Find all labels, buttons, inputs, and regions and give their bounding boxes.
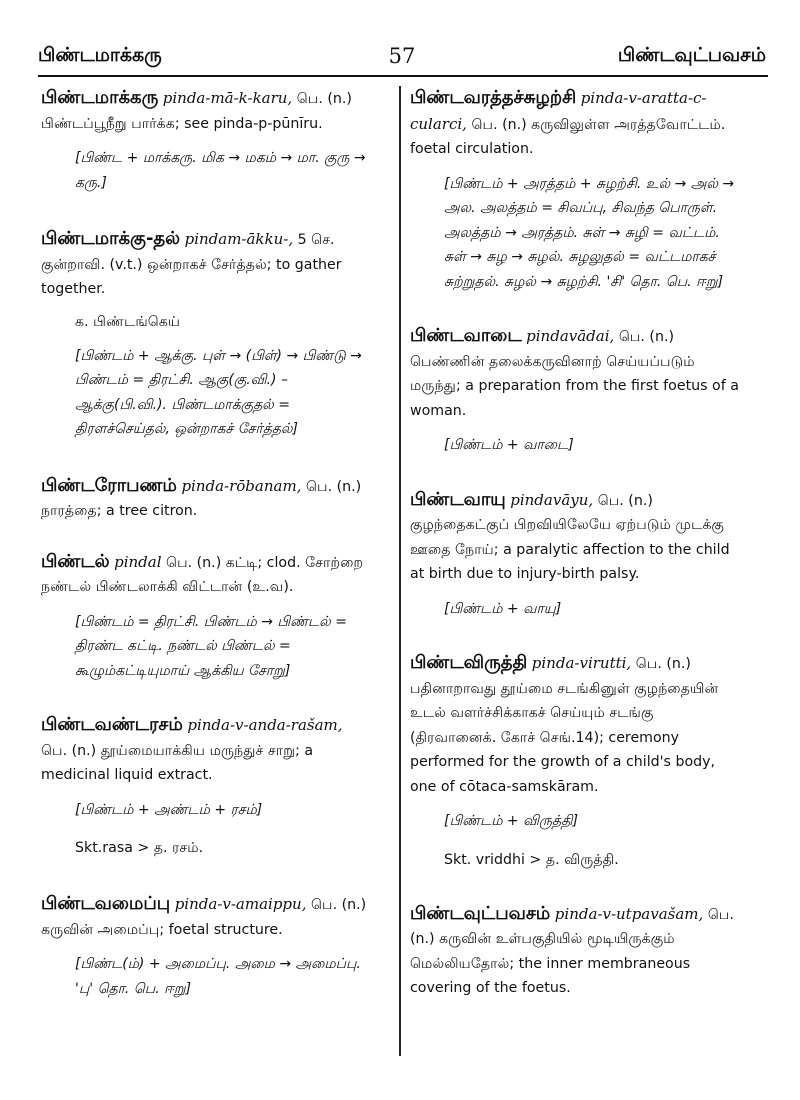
header-guide-word-right: பிண்டவுட்பவசம் (617, 44, 766, 66)
transliteration: pindam-ākku-, (184, 230, 294, 248)
etymology: [பிண்டம் + வாயு] (444, 600, 562, 617)
entry (41, 227, 371, 442)
entry (410, 86, 740, 294)
transliteration: pindal (114, 552, 162, 571)
transliteration: pinda-mā-k-karu, (162, 89, 293, 107)
definition-text: பெ. (n.) கருவின் அமைப்பு; foetal structure. (41, 897, 367, 938)
transliteration: pinda-v-anda-rašam, (187, 716, 343, 734)
entry-definition (410, 86, 740, 162)
headword: பிண்டவமைப்பு (41, 893, 171, 914)
etymology: [பிண்டம் = திரட்சி. பிண்டம் → பிண்டல் = திரண்ட கட்டி. நண்டல் பிண்டல் = கூழும்கட்டியுமாய் ஆக்கிய சோறு] (75, 613, 347, 679)
headword: பிண்டவரத்தச்சுழற்சி (410, 87, 577, 108)
headword: பிண்டவுட்பவசம் (410, 902, 551, 924)
etymology: [பிண்டம் + விருத்தி] (444, 813, 579, 829)
entry-definition (410, 488, 740, 587)
etymology: [பிண்ட(ம்) + அமைப்பு. அமை → அமைப்பு. 'பு' தொ. பெ. ஈறு] (75, 956, 361, 997)
entry-definition (41, 713, 371, 788)
entry (41, 86, 371, 195)
definition-text: பெ. (n.) பதினாறாவது தூய்மை சடங்கினுள் குழந்தையின் உடல் வளர்ச்சிக்காகச் செய்யும் சடங்கு (திரவானைக். கோச் செங்.14); ceremony performed for the growth of a child's body, one of cōtaca-samskāram. (410, 656, 719, 795)
header-rule (38, 75, 768, 77)
etymology: [பிண்ட + மாக்கரு. மிக → மகம் → மா. குரு → கரு.] (75, 150, 366, 191)
transliteration: pinda-virutti, (531, 654, 632, 672)
transliteration: pinda-rōbanam, (181, 476, 302, 495)
column-divider (399, 86, 401, 1056)
headword: பிண்டவாயு (410, 488, 506, 510)
headword: பிண்டமாக்கரு (41, 87, 159, 108)
etymology: [பிண்டம் + அரத்தம் + சுழற்சி. உல் → அல் → அல. அலத்தம் = சிவப்பு, சிவந்த பொருள். அலத்தம் → அரத்தம். சுள் → சுழி = வட்டம். சுள் → சுழ → சுழல். சுழலுதல் = வட்டமாகச் சுற்றுதல். சுழல் → சுழற்சி. 'சி' தொ. பெ. ஈறு] (444, 175, 735, 290)
transliteration: pinda-v-amaippu, (174, 895, 307, 913)
definition-text: பெ. (n.) கருவின் உள்பகுதியில் மூடியிருக்கும் மெல்லியதோல்; the inner membraneous covering of the foetus. (410, 906, 734, 996)
entry (410, 651, 740, 872)
headword: பிண்டவிருத்தி (410, 652, 528, 673)
entry (41, 713, 371, 860)
entry-definition (410, 902, 740, 1001)
cognate-note: க. பிண்டங்கெய் (75, 313, 181, 330)
etymology: [பிண்டம் + வாடை] (444, 437, 574, 453)
entry-definition (410, 324, 740, 423)
definition-text: பெ. (n.) குழந்தைகட்குப் பிறவியிலேயே ஏற்படும் முடக்கு ஊதை நோய்; a paralytic affection to the child at birth due to injury-birth palsy. (410, 492, 730, 582)
entry-definition (41, 550, 371, 600)
entry-definition (41, 892, 371, 942)
definition-text: 5 செ. குன்றாவி. (v.t.) ஒன்றாகச் சேர்த்தல்; to gather together. (41, 232, 342, 297)
header-guide-word-left: பிண்டமாக்கரு (38, 44, 162, 66)
headword: பிண்டல் (41, 550, 110, 572)
etymology: [பிண்டம் + அண்டம் + ரசம்] (75, 801, 263, 818)
headword: பிண்டவாடை (410, 325, 522, 346)
transliteration: pinda-v-aratta-c-cularci, (410, 89, 707, 133)
definition-text: பெ. (n.) கருவிலுள்ள அரத்தவோட்டம். foetal circulation. (410, 116, 726, 157)
entry-definition (41, 227, 371, 302)
entry (41, 892, 371, 1001)
entry-definition (41, 86, 371, 136)
entry (410, 488, 740, 622)
etymology: [பிண்டம் + ஆக்கு. புள் → (பிள்) → பிண்டு → பிண்டம் = திரட்சி. ஆகு(கு.வி.) – ஆக்கு(பி.வி.). பிண்டமாக்குதல் = திரளச்செய்தல், ஒன்றாகச் சேர்த்தல்] (75, 347, 362, 437)
definition-text: பெ. (n.) பிண்டப்பூநீறு பார்க்க; see pinda-p-pūnīru. (41, 91, 352, 132)
headword: பிண்டமாக்கு-தல் (41, 228, 181, 249)
right-column (410, 86, 740, 1001)
loanword-note: Skt.rasa > த. ரசம். (75, 840, 204, 856)
transliteration: pinda-v-utpavašam, (554, 904, 704, 923)
entry-definition (410, 651, 740, 799)
page-header (38, 40, 766, 74)
loanword-note: Skt. vriddhi > த. விருத்தி. (444, 851, 619, 868)
entry (41, 474, 371, 524)
headword: பிண்டரோபணம் (41, 474, 177, 496)
definition-text: பெ. (n.) தூய்மையாக்கிய மருந்துச் சாறு; a medicinal liquid extract. (41, 742, 314, 783)
transliteration: pindavāyu, (510, 490, 594, 509)
page-number: 57 (388, 44, 416, 68)
entry (410, 902, 740, 1001)
definition-text: பெ. (n.) பெண்ணின் தலைக்கருவினாற் செய்யப்படும் மருந்து; a preparation from the first foetus of a woman. (410, 329, 739, 419)
entry (410, 324, 740, 458)
headword: பிண்டவண்டரசம் (41, 714, 183, 735)
entry (41, 550, 371, 684)
left-column (41, 86, 371, 1001)
definition-text: பெ. (n.) நாரத்தை; a tree citron. (41, 478, 362, 519)
transliteration: pindavādai, (526, 327, 615, 345)
entry-definition (41, 474, 371, 524)
definition-text: பெ. (n.) கட்டி; clod. சோற்றை நண்டல் பிண்டலாக்கி விட்டான் (உ.வ). (41, 554, 364, 595)
